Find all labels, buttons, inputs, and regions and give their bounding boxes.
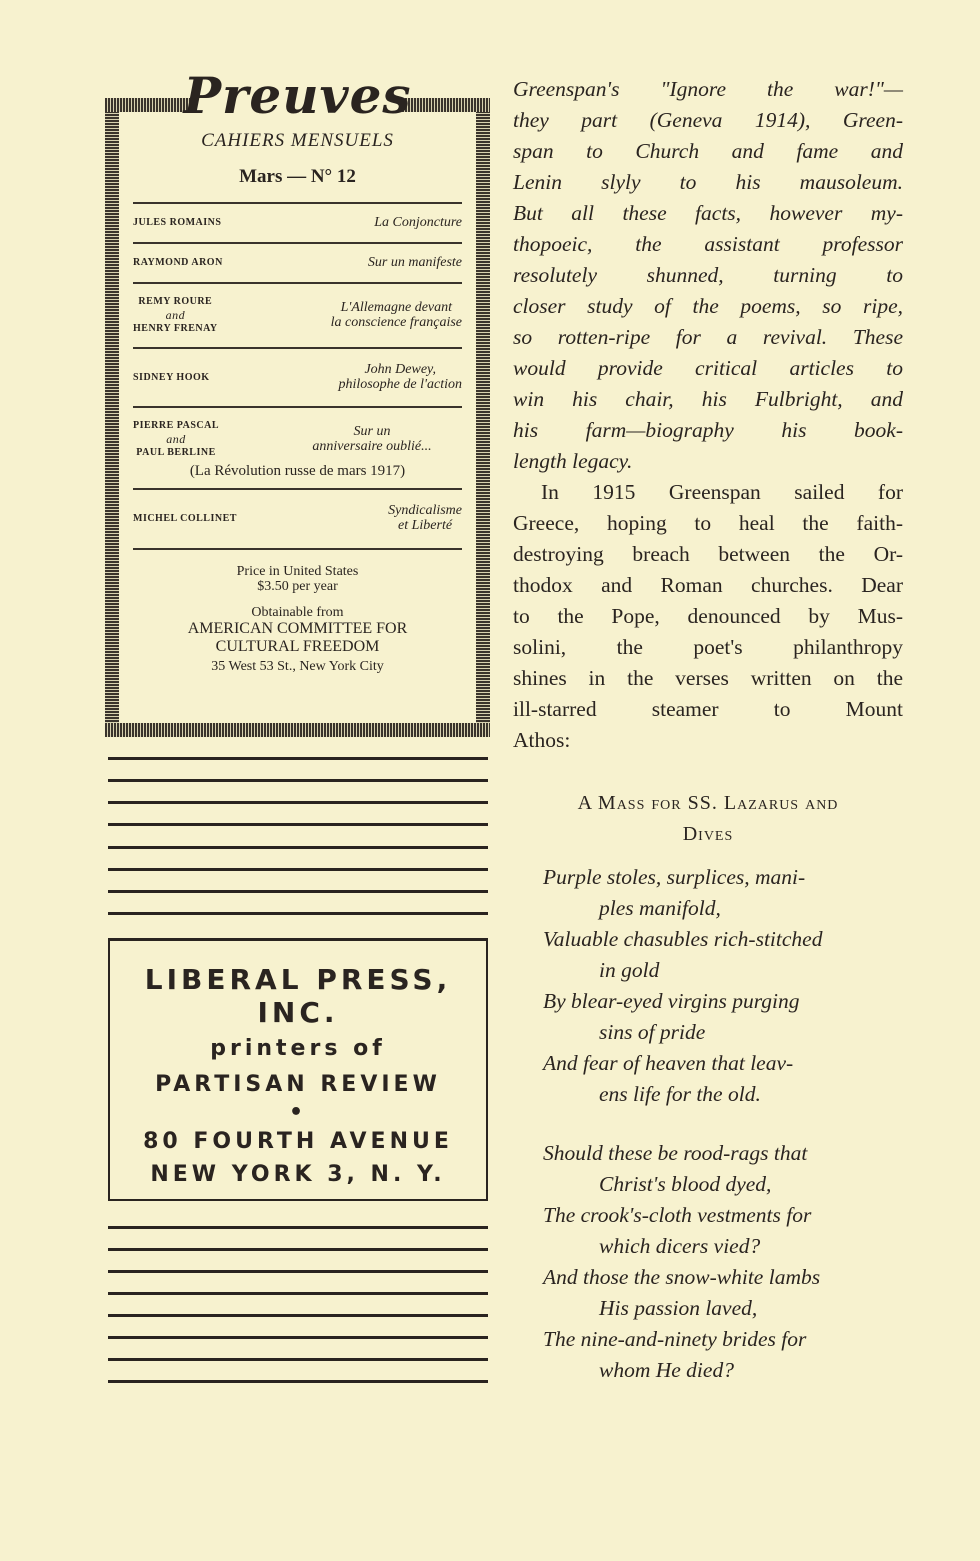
verse-line: sins of pride	[599, 1020, 706, 1044]
bullet: •	[288, 1100, 308, 1125]
text-line: Athos:	[513, 728, 571, 752]
text-line: would provide critical articles to	[513, 356, 903, 380]
author: REMY ROURE and HENRY FRENAY	[133, 296, 218, 334]
poem-title: Dives	[682, 823, 734, 845]
contents-row	[133, 347, 462, 406]
contents-row	[133, 202, 462, 242]
text-line: span to Church and fame and	[513, 139, 903, 163]
verse-line: And fear of heaven that leav-	[543, 1051, 794, 1075]
divider-rule	[108, 1248, 488, 1251]
preuves-logo: Preuves	[183, 66, 412, 125]
contents-row	[133, 242, 462, 282]
text-line: But all these facts, however my-	[513, 201, 903, 225]
verse-line: Christ's blood dyed,	[599, 1172, 772, 1196]
text-line: destroying breach between the Or-	[513, 542, 903, 566]
verse-line: in gold	[599, 958, 660, 982]
text-line: length legacy.	[513, 449, 633, 473]
verse-line: By blear-eyed virgins purging	[543, 989, 800, 1013]
text-line: resolutely shunned, turning to	[513, 263, 903, 287]
divider-rule	[108, 757, 488, 760]
address-city: NEW YORK 3, N. Y.	[150, 1162, 446, 1187]
contents-row	[133, 282, 462, 347]
prose-italic	[513, 74, 903, 477]
author: SIDNEY HOOK	[133, 371, 210, 383]
prose-roman	[513, 477, 903, 756]
author: JULES ROMAINS	[133, 217, 222, 228]
verse-line: ples manifold,	[599, 896, 721, 920]
preuves-advertisement	[105, 66, 490, 737]
author: PIERRE PASCAL and PAUL BERLINE	[133, 420, 220, 459]
text-line: thopoeic, the assistant professor	[513, 232, 903, 256]
divider-rule	[108, 1380, 488, 1383]
verse-line: Should these be rood-rags that	[543, 1141, 808, 1165]
text-line: win his chair, his Fulbright, and	[513, 387, 903, 411]
text-line: shines in the verses written on the	[513, 666, 903, 690]
divider-rule	[108, 1292, 488, 1295]
article-title: Sur un anniversaire oublié...	[312, 424, 432, 454]
verse-line: His passion laved,	[599, 1296, 758, 1320]
verse-line: Valuable chasubles rich-stitched	[543, 927, 823, 951]
verse-line: And those the snow-white lambs	[543, 1265, 821, 1289]
text-line: thodox and Roman churches. Dear	[513, 573, 903, 597]
text-line: they part (Geneva 1914), Green-	[513, 108, 903, 132]
liberal-press-advertisement	[108, 938, 488, 1201]
address: 35 West 53 St., New York City	[211, 659, 384, 675]
verse-line: ens life for the old.	[599, 1082, 761, 1106]
poem-stanza	[513, 862, 903, 1110]
company-name: LIBERAL PRESS, INC.	[144, 963, 452, 1029]
issue: Mars — N° 12	[239, 166, 356, 187]
subtitle: CAHIERS MENSUELS	[201, 130, 394, 151]
article-note: (La Révolution russe de mars 1917)	[189, 463, 406, 480]
text-line: In 1915 Greenspan sailed for	[541, 480, 903, 504]
verse-line: whom He died?	[599, 1358, 734, 1382]
poem-stanza	[513, 1138, 903, 1386]
divider-rule	[108, 868, 488, 871]
divider-rule	[108, 1270, 488, 1273]
verse-line: The crook's-cloth vestments for	[543, 1203, 812, 1227]
article-title: La Conjoncture	[374, 214, 462, 230]
organization: AMERICAN COMMITTEE FOR	[187, 619, 408, 637]
address-street: 80 FOURTH AVENUE	[143, 1129, 453, 1154]
text-line: closer study of the poems, so ripe,	[513, 294, 903, 318]
verse-line: which dicers vied?	[599, 1234, 761, 1258]
divider-rule	[108, 890, 488, 893]
divider-rule	[108, 912, 488, 915]
contents-row	[133, 488, 462, 547]
divider-rule	[108, 801, 488, 804]
text-line: solini, the poet's philanthropy	[513, 635, 903, 659]
text-line: Lenin slyly to his mausoleum.	[513, 170, 903, 194]
article-title: Syndicalisme et Liberté	[388, 503, 462, 534]
price-value: $3.50 per year	[257, 579, 338, 595]
text-line: ill-starred steamer to Mount	[513, 697, 903, 721]
tagline: printers of	[210, 1036, 386, 1061]
divider-rule	[108, 1358, 488, 1361]
article-title: L'Allemagne devant la conscience française	[330, 299, 462, 330]
contents-row	[133, 406, 462, 488]
text-line: Greece, hoping to heal the faith-	[513, 511, 903, 535]
obtain-label: Obtainable from	[251, 604, 344, 620]
text-line: to the Pope, denounced by Mus-	[513, 604, 903, 628]
text-line: Greenspan's "Ignore the war!"—	[513, 77, 903, 101]
author: RAYMOND ARON	[133, 257, 223, 268]
text-line: so rotten-ripe for a revival. These	[513, 325, 903, 349]
article-title: John Dewey, philosophe de l'action	[338, 362, 462, 392]
divider-rule	[108, 823, 488, 826]
author: MICHEL COLLINET	[133, 513, 237, 525]
article-text	[513, 74, 903, 1386]
divider-rule	[108, 1226, 488, 1229]
divider-rule	[108, 846, 488, 849]
verse-line: Purple stoles, surplices, mani-	[543, 865, 806, 889]
divider-rule	[108, 1314, 488, 1317]
divider-rule	[108, 779, 488, 782]
client-name: PARTISAN REVIEW	[155, 1072, 441, 1097]
price-label: Price in United States	[236, 563, 359, 579]
organization: CULTURAL FREEDOM	[215, 637, 380, 655]
article-title: Sur un manifeste	[367, 254, 462, 270]
text-line: his farm—biography his book-	[513, 418, 903, 442]
divider-rule	[108, 1336, 488, 1339]
poem-title: A Mass for SS. Lazarus and	[577, 792, 839, 814]
verse-line: The nine-and-ninety brides for	[543, 1327, 807, 1351]
